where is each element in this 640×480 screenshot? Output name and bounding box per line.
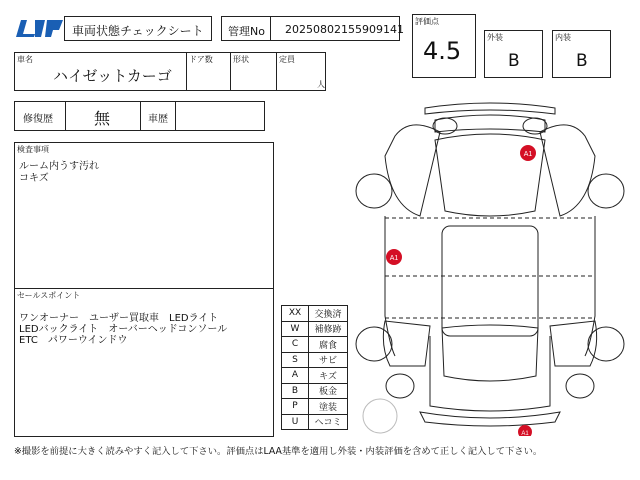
mgmt-no-label: 管理No (228, 25, 265, 38)
exterior-score-cell (484, 30, 543, 78)
legend-code: W (282, 321, 309, 337)
title-cell (64, 16, 212, 41)
mgmt-no-value: 20250802155909141 (285, 23, 404, 36)
overall-score-label: 評価点 (415, 17, 439, 26)
hood-outline (435, 115, 545, 132)
sales-point-line: ワンオーナー ユーザー買取車 LEDライト (19, 313, 219, 324)
legend-meaning: 塗装 (309, 399, 348, 415)
left-front-fender (385, 125, 440, 216)
laa-logo (15, 18, 67, 38)
front-right-mirror (523, 118, 547, 134)
legend-meaning: ヘコミ (309, 414, 348, 430)
legend-code: S (282, 352, 309, 368)
logo-text: LAA (39, 32, 41, 33)
legend-row (282, 337, 348, 353)
mgmt-no-label-cell (221, 16, 271, 41)
footer-note: ※撮影を前提に大きく読みやすく記入して下さい。評価点はLAA基準を適用し外装・内装評価を含めて正しく記入して下さい。 (14, 446, 543, 457)
legend-row (282, 306, 348, 322)
legend-row (282, 352, 348, 368)
capacity-label: 定員 (279, 55, 295, 64)
car-name-value: ハイゼットカーゴ (53, 67, 172, 85)
capacity-unit: 人 (317, 80, 325, 89)
sheet-title: 車両状態チェックシート (72, 24, 204, 38)
legend-meaning: キズ (309, 368, 348, 384)
legend-meaning: 補修跡 (309, 321, 348, 337)
roof-outline (442, 226, 538, 336)
car-history-label: 車歴 (148, 114, 168, 125)
repair-history-label-cell (14, 101, 66, 131)
legend-row (282, 414, 348, 430)
legend-row (282, 399, 348, 415)
repair-history-label: 修復歴 (23, 114, 53, 125)
exterior-score-value: B (508, 51, 520, 71)
legend-code: XX (282, 306, 309, 322)
rear-door-outline (430, 336, 550, 411)
damage-code-legend (281, 305, 348, 430)
car-history-value-cell (175, 101, 265, 131)
repair-history-value-cell (65, 101, 141, 131)
rear-right-lamp (566, 374, 594, 398)
legend-code: C (282, 337, 309, 353)
legend-meaning: 腐食 (309, 337, 348, 353)
rear-right-wheel (588, 327, 624, 361)
rear-window-outline (442, 325, 538, 381)
inspection-box (14, 142, 274, 289)
legend-code: A (282, 368, 309, 384)
damage-marker-text: A1 (521, 431, 529, 436)
legend-code: P (282, 399, 309, 415)
legend-meaning: 交換済 (309, 306, 348, 322)
sales-point-line: ETC パワーウインドウ (19, 335, 128, 346)
rear-left-lamp (386, 374, 414, 398)
interior-score-cell (552, 30, 611, 78)
legend-row (282, 383, 348, 399)
car-history-label-cell (140, 101, 176, 131)
mgmt-no-value-cell (270, 16, 404, 41)
repair-history-value: 無 (94, 109, 111, 128)
rear-left-wheel (356, 327, 392, 361)
legend-row (282, 321, 348, 337)
damage-marker-left-side[interactable] (386, 249, 402, 265)
sales-points-label: セールスポイント (17, 291, 81, 300)
inspection-label: 検査事項 (17, 145, 49, 154)
inspection-line: コキズ (19, 173, 49, 184)
front-left-mirror (433, 118, 457, 134)
sales-point-line: LEDバックライト オーバーヘッドコンソール (19, 324, 228, 335)
car-body-diagram (350, 96, 630, 436)
car-name-label: 車名 (17, 55, 33, 64)
front-bumper-outline (425, 103, 555, 114)
spare-tire-outline (363, 399, 397, 433)
model-label: 形状 (233, 55, 249, 64)
legend-row (282, 368, 348, 384)
exterior-score-label: 外装 (487, 33, 503, 42)
right-front-fender (540, 125, 595, 216)
legend-meaning: サビ (309, 352, 348, 368)
overall-score-cell (412, 14, 476, 78)
damage-marker-text: A1 (389, 255, 399, 262)
right-body-side (585, 216, 595, 356)
overall-score-value: 4.5 (423, 37, 462, 65)
interior-score-value: B (576, 51, 588, 71)
left-body-side (385, 216, 395, 356)
rear-bumper-outline (420, 412, 560, 426)
front-right-wheel (588, 174, 624, 208)
interior-score-label: 内装 (555, 33, 571, 42)
model-cell (230, 52, 277, 91)
car-name-cell (14, 52, 187, 91)
doors-cell (186, 52, 231, 91)
damage-marker-text: A1 (523, 151, 533, 158)
front-left-wheel (356, 174, 392, 208)
sales-points-box (14, 288, 274, 437)
damage-marker-rear[interactable] (518, 425, 532, 436)
legend-code: U (282, 414, 309, 430)
legend-meaning: 板金 (309, 383, 348, 399)
capacity-cell (276, 52, 326, 91)
doors-label: ドア数 (189, 55, 213, 64)
damage-marker-hood[interactable] (520, 145, 536, 161)
inspection-line: ルーム内うす汚れ (19, 161, 99, 172)
legend-code: B (282, 383, 309, 399)
